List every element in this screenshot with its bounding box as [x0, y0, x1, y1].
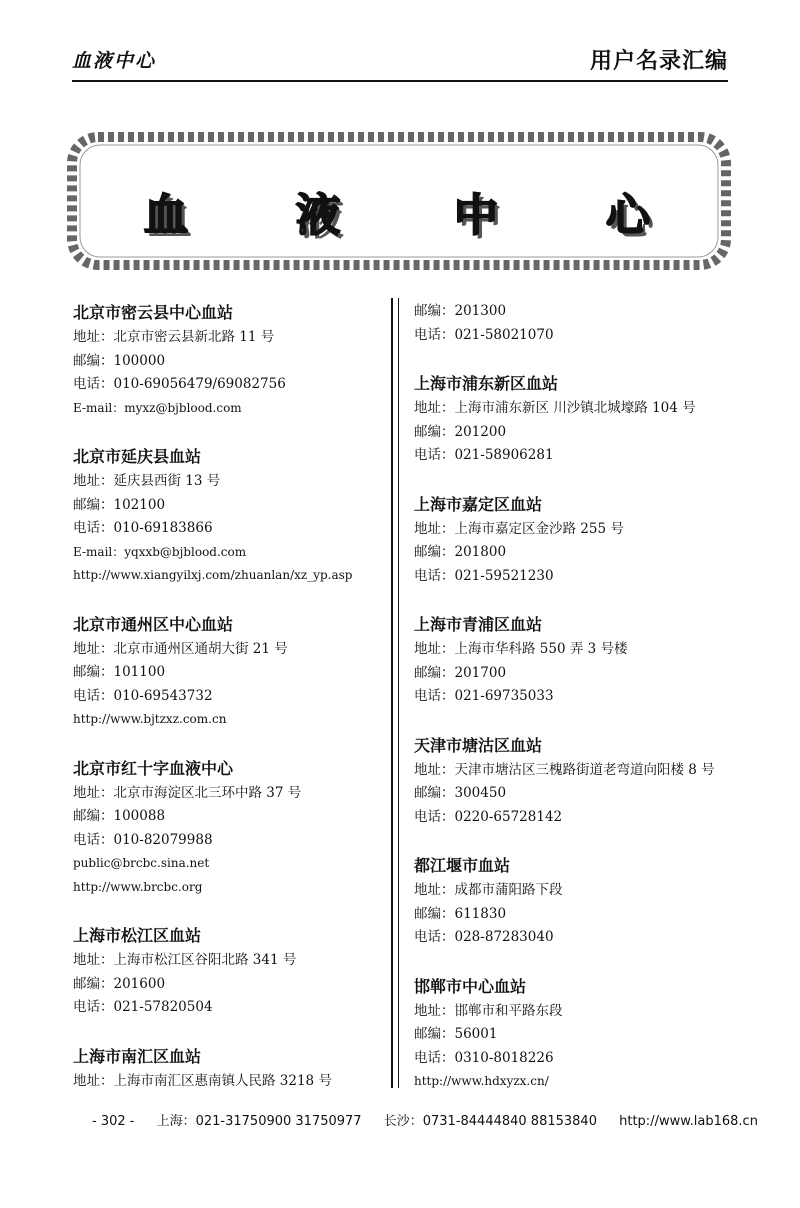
entry-line: public@brcbc.sina.net [73, 856, 210, 870]
entry-line[interactable]: http://www.xiangyilxj.com/zhuanlan/xz_yp.asp [73, 568, 353, 582]
header-book-title: 用户名录汇编 [589, 49, 728, 74]
entry-line: 邮编：56001 [414, 1026, 498, 1042]
entry-line: 邮编：102100 [73, 496, 166, 513]
entry-line: 地址：上海市华科路 550 弄 3 号楼 [414, 641, 628, 657]
entry-line: 电话：021-58906281 [414, 447, 554, 463]
entry-line: 电话：028-87283040 [414, 929, 554, 945]
entry-name: 上海市松江区血站 [73, 926, 202, 945]
continuation-postcode: 邮编：201300 [414, 303, 507, 319]
entry-name: 北京市密云县中心血站 [73, 303, 234, 322]
page-number: - 302 - [92, 1114, 135, 1129]
footer-url[interactable]: http://www.lab168.cn [619, 1114, 758, 1129]
continuation-phone: 电话：021-58021070 [414, 326, 554, 343]
entry-line: 地址：天津市塘沽区三槐路街道老弯道向阳楼 8 号 [414, 761, 715, 778]
entry-line: 电话：021-57820504 [73, 999, 213, 1015]
entry-line: 地址：成都市蒲阳路下段 [414, 882, 563, 898]
directory-entry [73, 756, 373, 900]
entry-line: 邮编：201800 [414, 544, 507, 560]
directory-entry [73, 300, 373, 420]
section-banner [66, 131, 732, 271]
banner-char-1: 血 [144, 190, 188, 241]
column-divider [391, 298, 393, 1088]
entry-line: E-mail：myxz@bjblood.com [73, 400, 242, 415]
entry-line: 邮编：300450 [414, 785, 507, 801]
directory-entry [73, 612, 373, 732]
directory-entry [73, 1044, 373, 1094]
entry-name: 上海市嘉定区血站 [414, 494, 543, 514]
entry-line: 地址：延庆县西街 13 号 [73, 473, 221, 489]
entry-line: 电话：010-82079988 [73, 831, 213, 848]
directory-entry [414, 371, 744, 468]
entry-line: 地址：上海市南汇区惠南镇人民路 3218 号 [73, 1072, 332, 1089]
entry-line: 邮编：611830 [414, 905, 507, 922]
entry-line: 地址：北京市通州区通胡大街 21 号 [73, 640, 288, 657]
entry-line: 电话：0220-65728142 [414, 808, 563, 825]
entry-line[interactable]: http://www.brcbc.org [73, 879, 203, 894]
directory-entry [414, 612, 744, 709]
banner-char-2: 液 [296, 190, 340, 241]
header-rule [72, 80, 728, 82]
entry-line: 电话：010-69056479/69082756 [73, 376, 286, 392]
directory-entry [414, 853, 744, 950]
entry-line: 邮编：201200 [414, 423, 507, 440]
entry-line: 地址：邯郸市和平路东段 [414, 1002, 563, 1019]
entry-line: 电话：010-69183866 [73, 520, 213, 536]
directory-entry [414, 974, 744, 1094]
banner-char-4: 心 [606, 190, 650, 241]
entry-name: 北京市通州区中心血站 [73, 614, 234, 634]
entry-line: 电话：021-59521230 [414, 567, 554, 584]
entry-line: 地址：北京市海淀区北三环中路 37 号 [73, 784, 302, 801]
directory-entry [73, 923, 373, 1020]
entry-line: 地址：北京市密云县新北路 11 号 [73, 329, 275, 345]
entry-name: 天津市塘沽区血站 [414, 735, 543, 755]
entry-name: 北京市红十字血液中心 [73, 758, 234, 778]
footer-shanghai-phone: 上海：021-31750900 31750977 [156, 1114, 362, 1129]
entry-line: 邮编：201700 [414, 664, 507, 681]
entry-name: 北京市延庆县血站 [73, 447, 202, 466]
entry-line: 地址：上海市松江区谷阳北路 341 号 [73, 952, 297, 968]
directory-entry [414, 492, 744, 589]
banner-char-3: 中 [454, 190, 498, 241]
entry-line: 地址：上海市浦东新区 川沙镇北城壕路 104 号 [414, 400, 696, 416]
page-footer [92, 1110, 758, 1129]
continuation-block [414, 300, 744, 347]
right-column [414, 300, 744, 1118]
entry-line[interactable]: http://www.bjtzxz.com.cn [73, 712, 227, 726]
header-section-title: 血液中心 [72, 50, 157, 72]
left-column [73, 300, 373, 1117]
entry-name: 都江堰市血站 [414, 856, 511, 875]
entry-line: 邮编：201600 [73, 975, 166, 992]
entry-line[interactable]: http://www.hdxyzx.cn/ [414, 1074, 549, 1088]
entry-line: 电话：021-69735033 [414, 688, 554, 704]
entry-line: 电话：010-69543732 [73, 687, 213, 704]
entry-line: 邮编：100088 [73, 808, 166, 824]
entry-name: 上海市南汇区血站 [73, 1046, 202, 1066]
column-divider-thin [398, 298, 399, 1088]
footer-changsha-phone: 长沙：0731-84444840 88153840 [383, 1114, 597, 1129]
entry-line: E-mail：yqxxb@bjblood.com [73, 544, 247, 559]
entry-line: 电话：0310-8018226 [414, 1049, 554, 1066]
entry-line: 邮编：100000 [73, 352, 166, 369]
directory-entry [73, 444, 373, 588]
directory-entry [414, 733, 744, 830]
entry-name: 上海市青浦区血站 [414, 615, 543, 634]
entry-line: 地址：上海市嘉定区金沙路 255 号 [414, 520, 624, 537]
entry-line: 邮编：101100 [73, 664, 166, 680]
entry-name: 邯郸市中心血站 [414, 976, 527, 996]
entry-name: 上海市浦东新区血站 [414, 374, 559, 393]
